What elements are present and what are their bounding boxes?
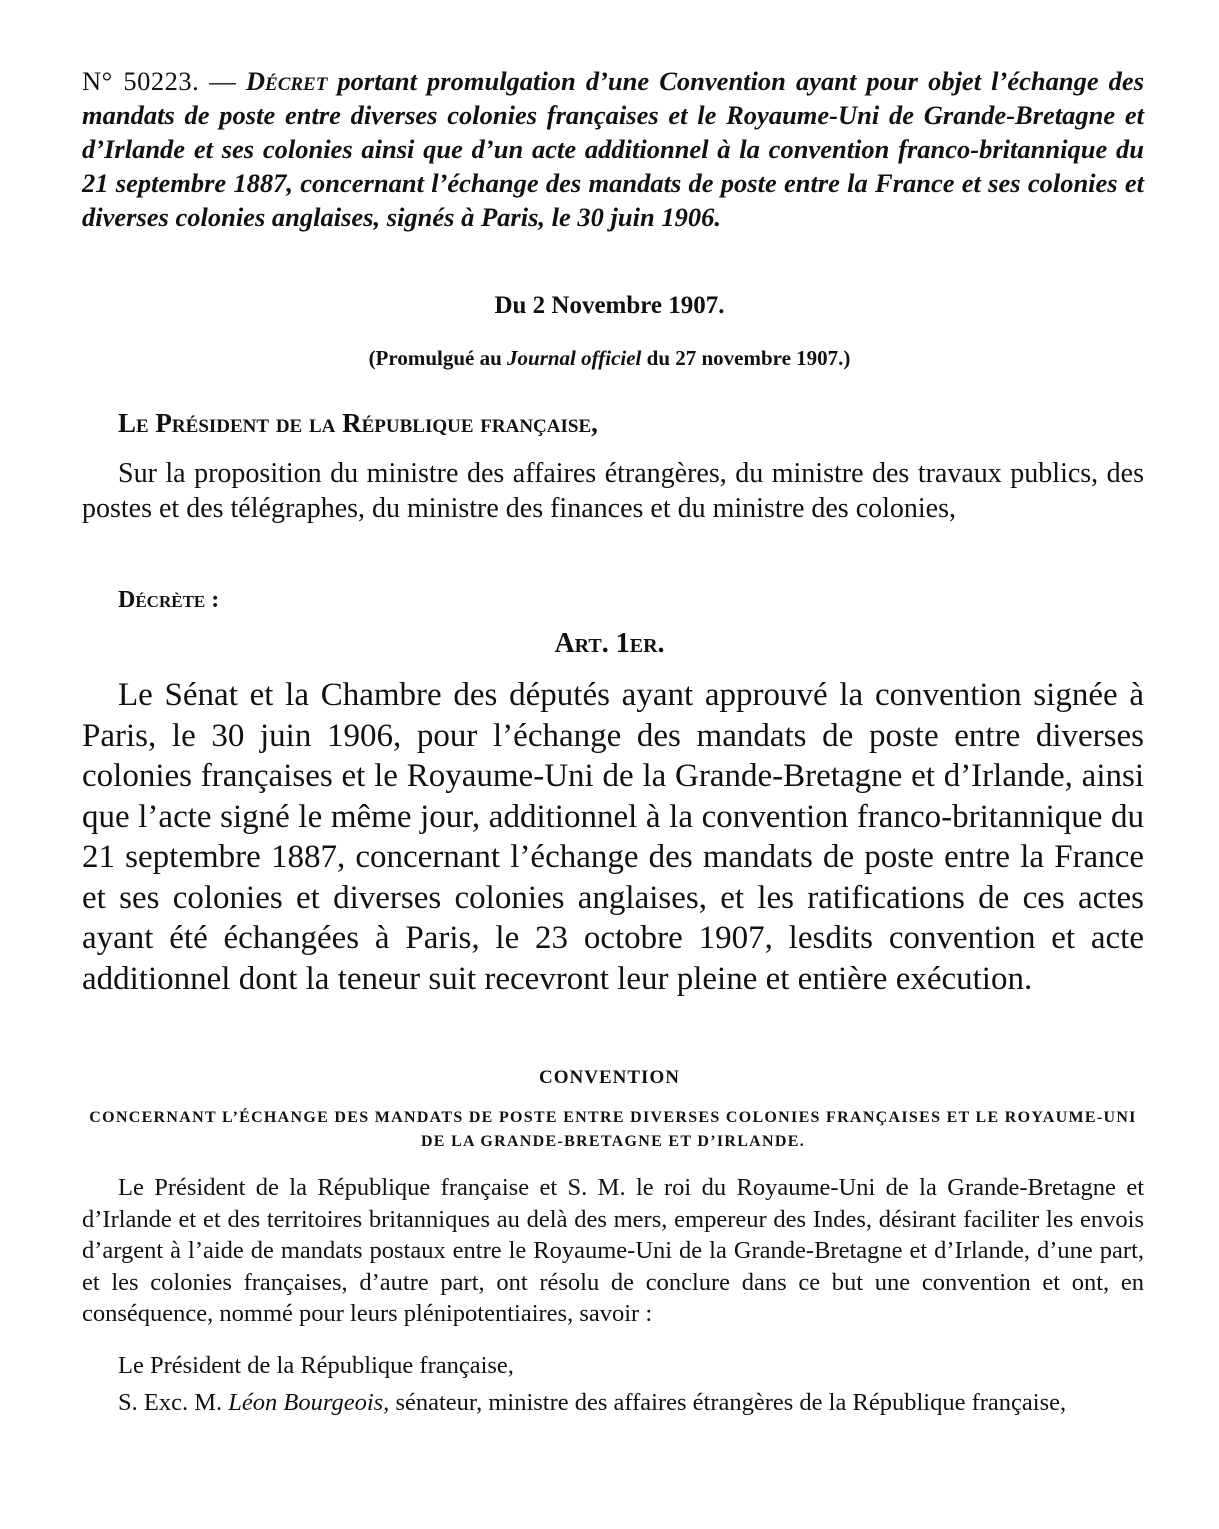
- plenipotentiary-suffix: sénateur, ministre des affaires étrangères de la République française,: [395, 1389, 1067, 1416]
- article-title: Art. 1er.: [554, 628, 665, 659]
- convention-subtitle: CONCERNANT L’ÉCHANGE DES MANDATS DE POSTE ENTRE DIVERSES COLONIES FRANÇAISES ET LE ROYAUME-UNI DE LA GRANDE-BRETAGNE ET D’IRLANDE.: [89, 1109, 1137, 1150]
- convention-title: CONVENTION: [539, 1067, 680, 1088]
- decree-title-word: Décret: [245, 66, 328, 96]
- article-text: Le Sénat et la Chambre des députés ayant approuvé la convention signée à Paris, le 30 juin 1906, pour l’échange des mandats de poste entre diverses colonies françaises et le Royaume-Uni de la Grande-Bretagne et d’Irlande, ainsi que l’acte signé le même jour, additionnel à la convention franco-britannique du 21 septembre 1887, concernant l’échange des mandats de poste entre la France et ses colonies et diverses colonies anglaises, et les ratifications de ces actes ayant été échangées à Paris, le 23 octobre 1907, lesdits convention et acte additionnel dont la teneur suit recevront leur pleine et entière exécution.: [82, 677, 1144, 997]
- decree-date: Du 2 Novembre 1907.: [494, 292, 725, 319]
- promulgation-prefix: (Promulgué au: [368, 346, 502, 370]
- promulgation-suffix: du 27 novembre 1907.): [646, 346, 851, 370]
- plenipotentiary-prefix: S. Exc. M.: [118, 1389, 223, 1416]
- decree-number: N° 50223.: [82, 66, 200, 96]
- promulgation-journal: Journal officiel: [507, 346, 642, 370]
- convention-president-line: Le Président de la République française,: [118, 1352, 514, 1379]
- president-heading: Le Président de la République française,: [118, 408, 598, 438]
- decree-dash: —: [209, 66, 236, 96]
- plenipotentiary-name: Léon Bourgeois,: [228, 1389, 390, 1416]
- promulgation-note: [0, 343, 1219, 373]
- decrete-heading: Décrète :: [118, 587, 220, 613]
- decree-header: [82, 64, 1144, 234]
- convention-preamble: Le Président de la République française et S. M. le roi du Royaume-Uni de la Grande-Bretagne et d’Irlande et et des territoires britanniques au delà des mers, empereur des Indes, désirant faciliter les envois d’argent à l’aide de mandats postaux entre le Royaume-Uni de la Grande-Bretagne et d’Irlande, d’une part, et les colonies françaises, d’autre part, ont résolu de conclure dans ce but une convention et ont, en conséquence, nommé pour leurs plénipotentiaires, savoir :: [82, 1174, 1144, 1327]
- proposition-paragraph: Sur la proposition du ministre des affaires étrangères, du ministre des travaux publics, des postes et des télégraphes, du ministre des finances et du ministre des colonies,: [82, 458, 1144, 524]
- plenipotentiary-paragraph: [82, 1387, 1144, 1419]
- decree-title: portant promulgation d’une Convention ayant pour objet l’échange des mandats de poste entre diverses colonies françaises et le Royaume-Uni de Grande-Bretagne et d’Irlande et ses colonies ainsi que d’un acte additionnel à la convention franco-britannique du 21 septembre 1887, concernant l’échange des mandats de poste entre la France et ses colonies et diverses colonies anglaises, signés à Paris, le 30 juin 1906.: [82, 66, 1145, 232]
